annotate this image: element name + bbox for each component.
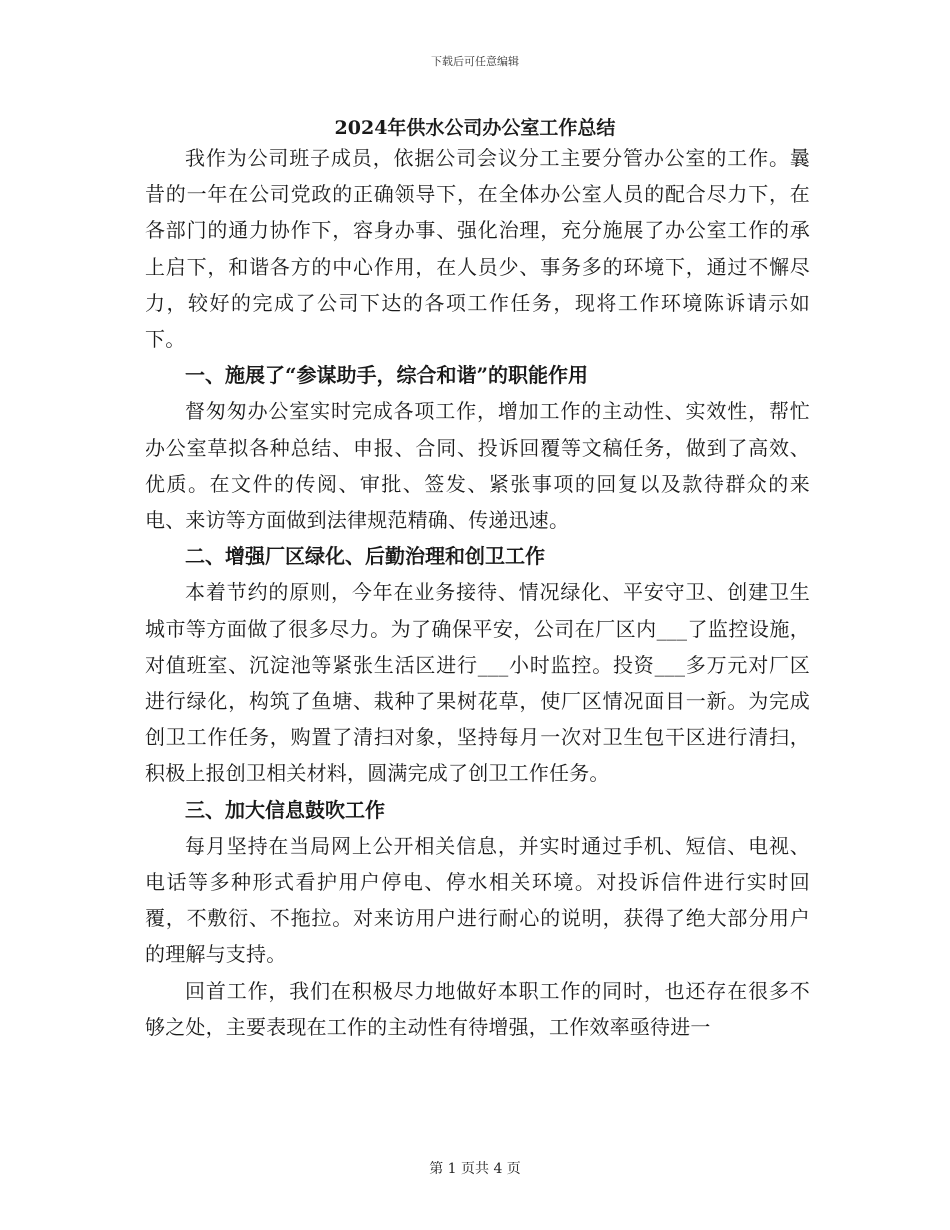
section-2-paragraph: 本着节约的原则，今年在业务接待、情况绿化、平安守卫、创建卫生城市等方面做了很多尽力。为了确保平安，公司在厂区内___了监控设施，对值班室、沉淀池等紧张生活区进行___小时监控。投资___多万元对厂区进行绿化，构筑了鱼塘、栽种了果树花草，使厂区情况面目一新。为完成创卫工作任务，购置了清扫对象，坚持每月一次对卫生包干区进行清扫，积极上报创卫相关材料，圆满完成了创卫工作任务。	[145, 580, 810, 786]
page-number: 第 1 页共 4 页	[429, 1161, 521, 1177]
section-3-paragraph: 每月坚持在当局网上公开相关信息，并实时通过手机、短信、电视、电话等多种形式看护用户停电、停水相关环境。对投诉信件进行实时回覆，不敷衍、不拖拉。对来访用户进行耐心的说明，获得了绝大部分用户的理解与支持。	[145, 833, 810, 967]
closing-paragraph: 回首工作，我们在积极尽力地做好本职工作的同时，也还存在很多不够之处，主要表现在工作的主动性有待增强，工作效率亟待进一	[145, 978, 810, 1039]
header-note: 下载后可任意编辑	[431, 55, 519, 68]
section-3-heading: 三、加大信息鼓吹工作	[185, 797, 385, 822]
section-2-heading: 二、增强厂区绿化、后勤治理和创卫工作	[185, 544, 545, 569]
section-1-paragraph: 督匆匆办公室实时完成各项工作，增加工作的主动性、实效性，帮忙办公室草拟各种总结、申报、合同、投诉回覆等文稿任务，做到了高效、优质。在文件的传阅、审批、签发、紧张事项的回复以及款待群众的来电、来访等方面做到法律规范精确、传递迅速。	[145, 399, 810, 533]
section-1-heading: 一、施展了“参谋助手，综合和谐”的职能作用	[185, 363, 589, 388]
intro-paragraph: 我作为公司班子成员，依据公司会议分工主要分管办公室的工作。曩昔的一年在公司党政的正确领导下，在全体办公室人员的配合尽力下，在各部门的通力协作下，容身办事、强化治理，充分施展了办公室工作的承上启下，和谐各方的中心作用，在人员少、事务多的环境下，通过不懈尽力，较好的完成了公司下达的各项工作任务，现将工作环境陈诉请示如下。	[145, 146, 810, 352]
document-body	[145, 140, 810, 1045]
document-title: 2024年供水公司办公室工作总结	[334, 117, 616, 139]
